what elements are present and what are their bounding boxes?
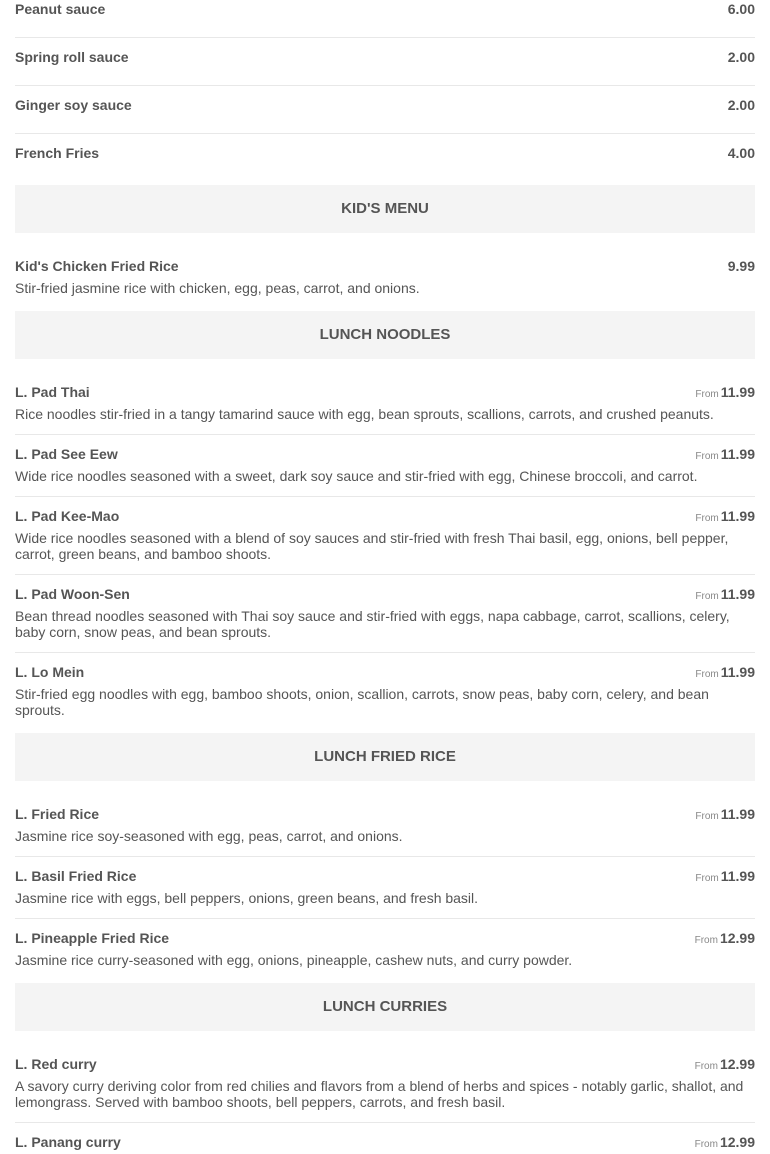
item-price: 11.99 bbox=[720, 508, 755, 524]
item-row bbox=[15, 929, 755, 947]
price-prefix: From bbox=[694, 1139, 718, 1150]
price-prefix: From bbox=[695, 389, 719, 400]
menu-item[interactable] bbox=[15, 38, 755, 86]
price-prefix: From bbox=[694, 935, 718, 946]
item-name: L. Pad See Eew bbox=[15, 446, 118, 462]
item-price-wrap bbox=[695, 1133, 755, 1154]
item-name: L. Fried Rice bbox=[15, 806, 100, 822]
item-name: L. Red curry bbox=[15, 1056, 97, 1072]
item-name: Spring roll sauce bbox=[15, 49, 129, 65]
item-row bbox=[15, 507, 755, 525]
item-description: Stir-fried jasmine rice with chicken, egg, peas, carrot, and onions. bbox=[15, 280, 420, 296]
item-price: 2.00 bbox=[727, 49, 755, 65]
item-name: Kid's Chicken Fried Rice bbox=[15, 258, 179, 274]
item-price-wrap bbox=[695, 867, 755, 888]
item-name: L. Pad Woon-Sen bbox=[15, 586, 130, 602]
item-price: 12.99 bbox=[719, 930, 755, 946]
item-price: 11.99 bbox=[720, 446, 755, 462]
item-row bbox=[15, 0, 755, 18]
item-row bbox=[15, 1133, 755, 1151]
menu-item[interactable] bbox=[15, 857, 755, 919]
section-header: LUNCH FRIED RICE bbox=[15, 733, 755, 781]
item-row bbox=[15, 805, 755, 823]
menu-item[interactable] bbox=[15, 575, 755, 653]
item-description: Rice noodles stir-fried in a tangy tamarind sauce with egg, bean sprouts, scallions, carrots, and crushed peanuts. bbox=[15, 406, 714, 422]
menu-item[interactable] bbox=[15, 795, 755, 857]
menu-item[interactable] bbox=[15, 1123, 755, 1151]
menu-item[interactable] bbox=[15, 653, 755, 730]
item-name: Ginger soy sauce bbox=[15, 97, 132, 113]
item-price-wrap bbox=[728, 144, 755, 162]
item-description: Stir-fried egg noodles with egg, bamboo shoots, onion, scallion, carrots, snow peas, baby corn, celery, and bean sprouts. bbox=[15, 686, 709, 718]
item-name: L. Panang curry bbox=[15, 1134, 121, 1150]
price-prefix: From bbox=[695, 873, 719, 884]
item-price: 11.99 bbox=[720, 664, 755, 680]
menu-item[interactable] bbox=[15, 373, 755, 435]
menu-item[interactable] bbox=[15, 919, 755, 980]
item-price-wrap bbox=[728, 0, 755, 18]
item-name: L. Lo Mein bbox=[15, 664, 85, 680]
item-row bbox=[15, 663, 755, 681]
item-price-wrap bbox=[695, 383, 755, 404]
item-row bbox=[15, 96, 755, 114]
section-header: LUNCH CURRIES bbox=[15, 983, 755, 1031]
item-name: L. Pad Thai bbox=[15, 384, 90, 400]
price-prefix: From bbox=[695, 811, 719, 822]
menu-item[interactable] bbox=[15, 497, 755, 575]
item-row bbox=[15, 585, 755, 603]
item-price-wrap bbox=[695, 929, 755, 950]
menu-item[interactable] bbox=[15, 134, 755, 182]
price-prefix: From bbox=[695, 591, 719, 602]
item-row bbox=[15, 144, 755, 162]
item-price-wrap bbox=[728, 96, 755, 114]
item-price-wrap bbox=[695, 1055, 755, 1076]
item-name: L. Basil Fried Rice bbox=[15, 868, 137, 884]
menu-item[interactable] bbox=[15, 1045, 755, 1123]
menu-item[interactable] bbox=[15, 247, 755, 308]
menu-list bbox=[15, 0, 755, 1151]
item-name: L. Pad Kee-Mao bbox=[15, 508, 120, 524]
item-price: 11.99 bbox=[720, 384, 755, 400]
item-price: 11.99 bbox=[720, 806, 755, 822]
item-description: Bean thread noodles seasoned with Thai soy sauce and stir-fried with eggs, napa cabbage, carrot, scallions, celery, baby corn, snow peas, and bean sprouts. bbox=[15, 608, 730, 640]
item-description: Wide rice noodles seasoned with a blend of soy sauces and stir-fried with fresh Thai basil, egg, onions, bell pepper, carrot, green beans, and bamboo shoots. bbox=[15, 530, 729, 562]
menu-item[interactable] bbox=[15, 86, 755, 134]
item-description: Jasmine rice soy-seasoned with egg, peas, carrot, and onions. bbox=[15, 828, 403, 844]
price-prefix: From bbox=[695, 513, 719, 524]
section-header: KID'S MENU bbox=[15, 185, 755, 233]
item-price-wrap bbox=[695, 585, 755, 606]
item-price-wrap bbox=[728, 48, 755, 66]
item-description: Jasmine rice with eggs, bell peppers, onions, green beans, and fresh basil. bbox=[15, 890, 479, 906]
item-price: 12.99 bbox=[719, 1134, 755, 1150]
item-price: 2.00 bbox=[727, 97, 755, 113]
item-row bbox=[15, 867, 755, 885]
item-name: Peanut sauce bbox=[15, 1, 106, 17]
section-header: LUNCH NOODLES bbox=[15, 311, 755, 359]
item-price-wrap bbox=[695, 663, 755, 684]
item-price: 6.00 bbox=[727, 1, 755, 17]
item-price-wrap bbox=[695, 805, 755, 826]
price-prefix: From bbox=[695, 451, 719, 462]
item-row bbox=[15, 257, 755, 275]
item-price: 11.99 bbox=[720, 586, 755, 602]
item-name: French Fries bbox=[15, 145, 100, 161]
item-row bbox=[15, 1055, 755, 1073]
item-price-wrap bbox=[695, 507, 755, 528]
price-prefix: From bbox=[694, 1061, 718, 1072]
item-price: 12.99 bbox=[719, 1056, 755, 1072]
item-price-wrap bbox=[695, 445, 755, 466]
menu-item[interactable] bbox=[15, 435, 755, 497]
menu-item[interactable] bbox=[15, 0, 755, 38]
item-description: Wide rice noodles seasoned with a sweet, dark soy sauce and stir-fried with egg, Chinese broccoli, and carrot. bbox=[15, 468, 698, 484]
item-row bbox=[15, 383, 755, 401]
item-price: 4.00 bbox=[727, 145, 755, 161]
item-description: A savory curry deriving color from red chilies and flavors from a blend of herbs and spices - notably garlic, shallot, and lemongrass. Served with bamboo shoots, bell peppers, carrots, and fresh basil. bbox=[15, 1078, 744, 1110]
item-description: Jasmine rice curry-seasoned with egg, onions, pineapple, cashew nuts, and curry powder. bbox=[15, 952, 573, 968]
item-row bbox=[15, 445, 755, 463]
item-price: 11.99 bbox=[720, 868, 755, 884]
item-price-wrap bbox=[728, 257, 755, 275]
item-row bbox=[15, 48, 755, 66]
item-price: 9.99 bbox=[727, 258, 755, 274]
price-prefix: From bbox=[695, 669, 719, 680]
item-name: L. Pineapple Fried Rice bbox=[15, 930, 170, 946]
